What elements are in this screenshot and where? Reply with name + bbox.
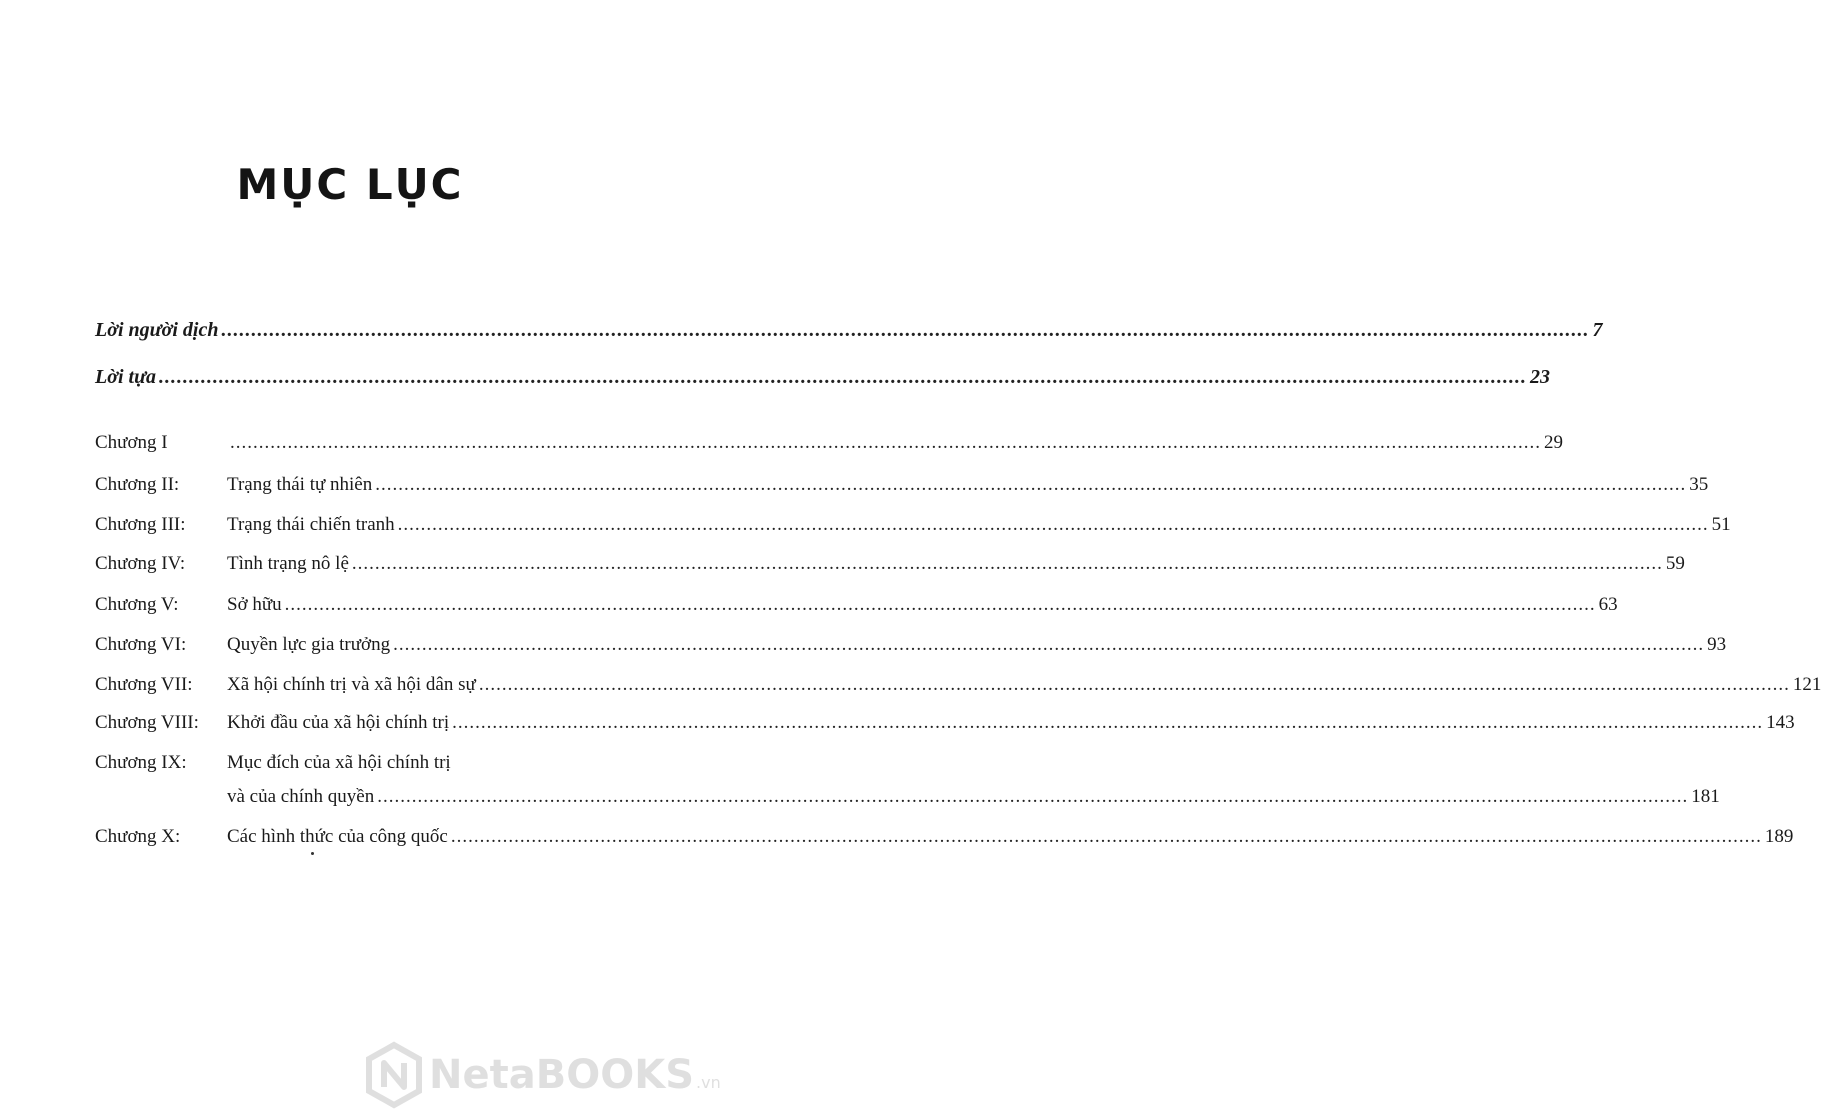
toc-entry-chapter-9-line2[interactable] [95, 785, 1720, 809]
watermark-suffix: .vn [696, 1072, 721, 1092]
dot-leader [451, 825, 1762, 849]
entry-name: Sở hữu [227, 594, 282, 615]
ink-dot [311, 852, 314, 855]
entry-name: Các hình thức của công quốc [227, 826, 448, 847]
toc-entry-chapter-7[interactable] [95, 673, 1821, 697]
chapter-label: Chương II: [95, 474, 180, 495]
toc-entry-chapter-3[interactable] [95, 513, 1731, 537]
entry-name: Trạng thái chiến tranh [227, 514, 395, 535]
toc-entry-chapter-4[interactable] [95, 552, 1685, 576]
dot-leader [479, 673, 1790, 697]
entry-name: Khởi đầu của xã hội chính trị [227, 712, 450, 733]
entry-name-line1: Mục đích của xã hội chính trị [227, 752, 451, 773]
dot-leader [398, 513, 1709, 537]
entry-page: 7 [1592, 319, 1603, 341]
entry-page: 189 [1764, 826, 1794, 847]
toc-entry-preface[interactable] [95, 365, 1551, 389]
chapter-label: Chương IV: [95, 553, 186, 574]
toc-entry-chapter-10[interactable] [95, 825, 1794, 849]
entry-page: 23 [1530, 366, 1551, 388]
entry-page: 59 [1665, 553, 1685, 574]
toc-entry-chapter-9-line1[interactable] [95, 751, 603, 775]
chapter-label: Chương X: [95, 826, 181, 847]
chapter-label: Chương I [95, 432, 168, 453]
entry-name: Quyền lực gia trưởng [227, 634, 391, 655]
chapter-label: Chương IX: [95, 752, 187, 773]
toc-entry-translator-note[interactable] [95, 318, 1603, 342]
watermark-brand: NetaBOOKS [429, 1052, 695, 1098]
page-title: MỤC LỤC [236, 160, 464, 209]
toc-entry-chapter-8[interactable] [95, 711, 1795, 735]
chapter-label: Chương III: [95, 514, 186, 535]
dot-leader [393, 633, 1704, 657]
entry-page: 93 [1707, 634, 1727, 655]
entry-page: 29 [1544, 432, 1563, 453]
entry-page: 63 [1598, 594, 1618, 615]
dot-leader [375, 473, 1686, 497]
hexagon-n-logo-icon [365, 1042, 423, 1108]
toc-entry-chapter-5[interactable] [95, 593, 1618, 617]
entry-page: 143 [1766, 712, 1795, 733]
dot-leader [352, 552, 1663, 576]
entry-name: Lời người dịch [95, 319, 219, 341]
entry-page: 35 [1689, 474, 1709, 495]
entry-page: 51 [1711, 514, 1731, 535]
chapter-label: Chương VII: [95, 674, 193, 695]
entry-page: 121 [1792, 674, 1821, 695]
toc-entry-chapter-6[interactable] [95, 633, 1727, 657]
publisher-watermark [365, 1040, 721, 1110]
toc-entry-chapter-2[interactable] [95, 473, 1709, 497]
entry-name: Lời tựa [95, 366, 157, 388]
dot-leader [452, 711, 1763, 735]
entry-page: 181 [1691, 786, 1720, 807]
chapter-label: Chương VIII: [95, 712, 199, 733]
chapter-label: Chương VI: [95, 634, 187, 655]
dot-leader [230, 431, 1541, 455]
entry-name: Trạng thái tự nhiên [227, 474, 373, 495]
chapter-label: Chương V: [95, 594, 179, 615]
dot-leader [377, 785, 1688, 809]
dot-leader [159, 365, 1527, 389]
entry-name: Tình trạng nô lệ [227, 553, 349, 574]
entry-name: Xã hội chính trị và xã hội dân sự [227, 674, 476, 695]
dot-leader [221, 318, 1589, 342]
entry-name: và của chính quyền [227, 786, 375, 807]
toc-entry-chapter-1[interactable] [95, 431, 1563, 455]
dot-leader [285, 593, 1596, 617]
